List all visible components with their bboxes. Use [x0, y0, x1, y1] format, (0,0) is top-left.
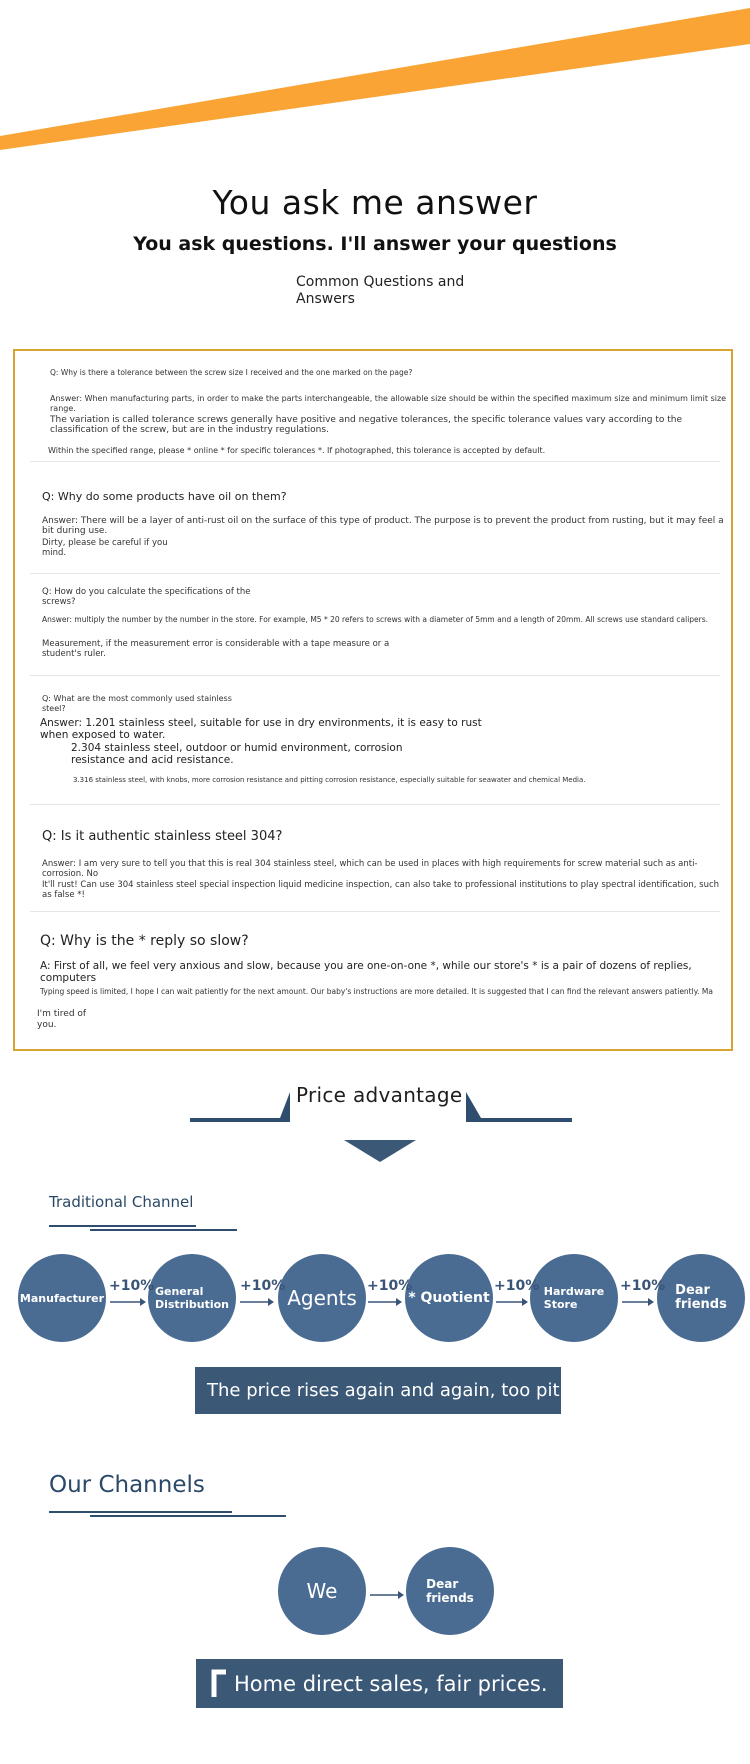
faq-divider: [30, 573, 720, 574]
our-chain-node-dear-friends: Dear friends: [406, 1547, 494, 1635]
bracket-icon: [210, 1669, 228, 1699]
markup-label: +10%: [367, 1278, 413, 1294]
our-price-banner: Home direct sales, fair prices.: [196, 1659, 563, 1708]
chain-node-dear-friends: Dear friends: [657, 1254, 745, 1342]
faq-q1-answer-1: Answer: When manufacturing parts, in order to make the parts interchangeable, the allowable size should be within the specified maximum size and minimum limit size range.: [50, 394, 727, 413]
faq-q4-answer-2: 2.304 stainless steel, outdoor or humid environment, corrosion resistance and acid resistance.: [71, 742, 403, 766]
our-chain-node-we: We: [278, 1547, 366, 1635]
faq-q3-answer-1: Answer: multiply the number by the number in the store. For example, M5 * 20 refers to screws with a diameter of 5mm and a length of 20mm. All screws use standard calipers.: [42, 615, 709, 624]
faq-q5-question: Q: Is it authentic stainless steel 304?: [42, 829, 283, 844]
label-underline: [90, 1229, 237, 1231]
section-caption: Common Questions and Answers: [296, 274, 465, 307]
faq-q6-answer-3: I'm tired of you.: [37, 1009, 87, 1030]
orange-diagonal-stripe: [0, 0, 750, 160]
page-subtitle: You ask questions. I'll answer your questions: [133, 233, 617, 255]
faq-divider: [30, 804, 720, 805]
faq-q3-question: Q: How do you calculate the specifications of the screws?: [42, 587, 251, 607]
faq-q1-answer-2: The variation is called tolerance screws generally have positive and negative tolerances, the specific tolerance values vary according to the classification of the screw, but are in the industry regulations.: [50, 415, 683, 435]
faq-q5-answer-1: Answer: I am very sure to tell you that this is real 304 stainless steel, which can be used in places with high requirements for screw material such as anti-corrosion. No: [42, 859, 698, 879]
faq-q6-answer-2: Typing speed is limited, I hope I can wait patiently for the next amount. Our baby's instructions are more detailed. It is suggested that I can find the relevant answers patiently. Ma: [40, 987, 713, 996]
chain-node-hardware-store: Hardware Store: [530, 1254, 618, 1342]
chain-node-general-distribution: General Distribution: [148, 1254, 236, 1342]
faq-q2-answer-1: Answer: There will be a layer of anti-rust oil on the surface of this type of product. The purpose is to prevent the product from rusting, but it may feel a bit during use.: [42, 516, 724, 536]
faq-q1-answer-3: Within the specified range, please * online * for specific tolerances *. If photographed, this tolerance is accepted by default.: [48, 446, 546, 455]
faq-q3-answer-2: Measurement, if the measurement error is considerable with a tape measure or a student's ruler.: [42, 639, 390, 659]
chain-node-manufacturer: Manufacturer: [18, 1254, 106, 1342]
faq-q5-answer-2: It'll rust! Can use 304 stainless steel special inspection liquid medicine inspection, can also take to professional institutions to play spectral identification, such as false *!: [42, 880, 720, 900]
faq-q1-question: Q: Why is there a tolerance between the screw size I received and the one marked on the page?: [50, 368, 413, 377]
faq-q2-question: Q: Why do some products have oil on them?: [42, 490, 287, 503]
faq-divider: [30, 911, 720, 912]
traditional-price-banner: The price rises again and again, too pit: [195, 1367, 561, 1414]
faq-q6-answer-1: A: First of all, we feel very anxious and slow, because you are one-on-one *, while our store's * is a pair of dozens of replies, computers: [40, 960, 692, 984]
label-underline: [49, 1225, 196, 1227]
faq-q4-answer-1: Answer: 1.201 stainless steel, suitable for use in dry environments, it is easy to rust when exposed to water.: [40, 717, 482, 741]
markup-label: +10%: [109, 1278, 155, 1294]
traditional-channel-label: Traditional Channel: [49, 1193, 194, 1211]
page-title: You ask me answer: [212, 183, 538, 222]
faq-q4-question: Q: What are the most commonly used stainless steel?: [42, 694, 232, 713]
markup-label: +10%: [240, 1278, 286, 1294]
faq-divider: [30, 675, 720, 676]
markup-label: +10%: [620, 1278, 666, 1294]
chain-node-quotient: * Quotient: [405, 1254, 493, 1342]
our-channels-label: Our Channels: [49, 1472, 205, 1498]
label-underline: [49, 1511, 232, 1513]
faq-divider: [30, 461, 720, 462]
label-underline: [90, 1515, 286, 1517]
faq-q6-question: Q: Why is the * reply so slow?: [40, 933, 249, 949]
our-chain-arrow: [368, 1588, 406, 1602]
price-advantage-title: Price advantage: [296, 1083, 463, 1107]
faq-panel: [13, 349, 733, 1051]
faq-q4-answer-3: 3.316 stainless steel, with knobs, more corrosion resistance and pitting corrosion resistance, especially suitable for seawater and chemical Media.: [73, 776, 586, 784]
chain-node-agents: Agents: [278, 1254, 366, 1342]
markup-label: +10%: [494, 1278, 540, 1294]
faq-q2-answer-2: Dirty, please be careful if you mind.: [42, 538, 168, 558]
chain-arrows: [0, 1295, 750, 1309]
